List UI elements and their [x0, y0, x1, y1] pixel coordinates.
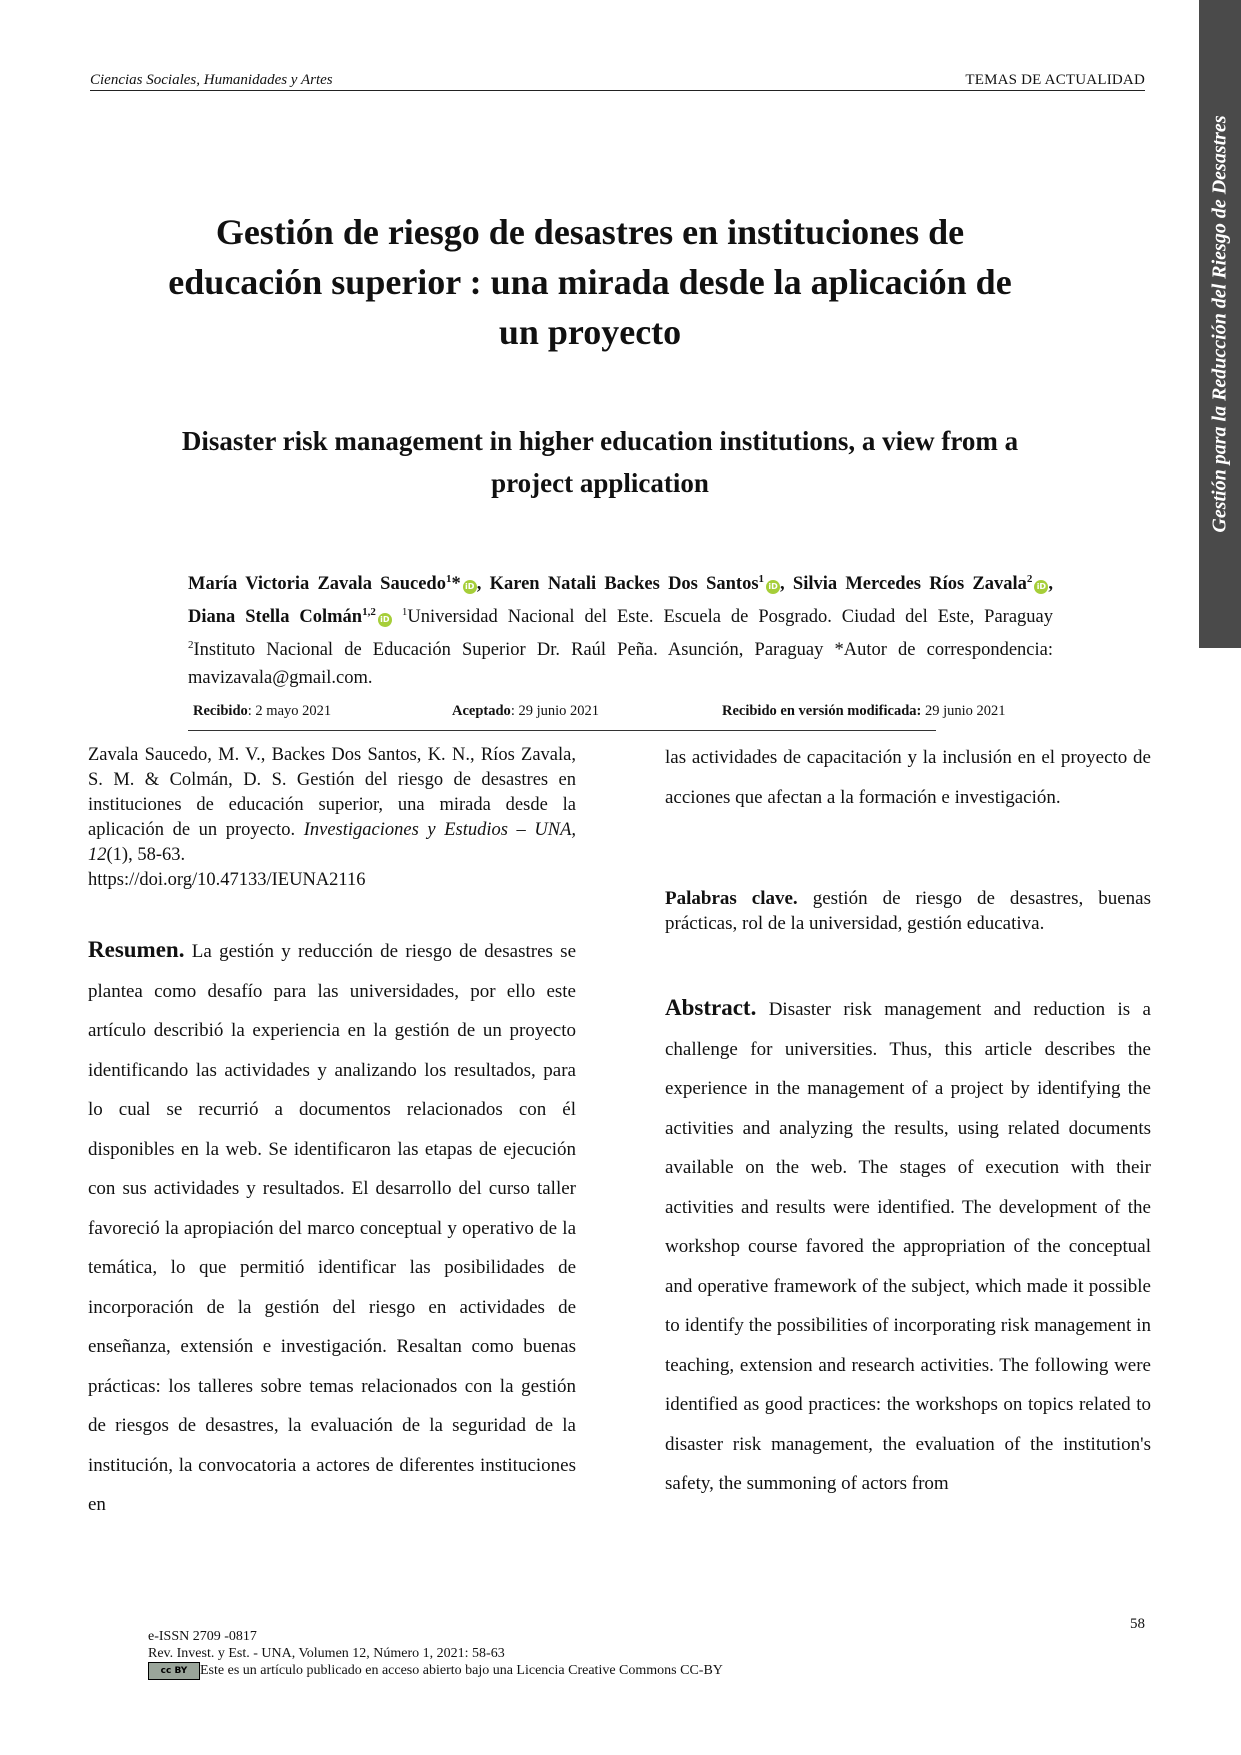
author-name: Karen Natali Backes Dos Santos	[489, 574, 759, 595]
author-name: María Victoria Zavala Saucedo	[188, 574, 446, 595]
orcid-icon[interactable]: iD	[378, 613, 392, 627]
date-modified: Recibido en versión modificada: 29 junio 2021	[722, 703, 1006, 719]
author-block: María Victoria Zavala Saucedo$^1$* iD , Karen Natali Backes Dos Santos$^1$iD , Silvia Mercedes Ríos Zavala$^2$iD , Diana Stella Colmán$^{1,2}$iD $^1$Universidad Nacional del Este. Escuela de Posgrado. Ciudad del Este, Paraguay $^2$Instituto Nacional de Educación Superior Dr. Raúl Peña. Asunción, Paraguay *Autor de correspondencia: mavizavala@gmail.com.	[188, 573, 1054, 689]
date-received: Recibido: 2 mayo 2021	[193, 703, 332, 719]
abstract-heading: Abstract.	[665, 995, 757, 1020]
resumen-body: La gestión y reducción de riesgo de desastres se plantea como desafío para las universidades, por ello este artículo describió la experiencia en la gestión de un proyecto identificando las actividades y analizando los resultados, para lo cual se recurrió a documentos relacionados con él disponibles en la web. Se identificaron las etapas de ejecución con sus actividades y resultados. El desarrollo del curso taller favoreció la apropiación del marco conceptual y operativo de la temática, lo que permitió identificar las posibilidades de incorporación de la gestión del riesgo en actividades de enseñanza, extensión e investigación. Resaltan como buenas prácticas: los talleres sobre temas relacionados con la gestión de riesgos de desastres, la evaluación de la seguridad de la institución, la convocatoria a actores de diferentes instituciones en	[88, 941, 576, 1515]
abstract-body: Disaster risk management and reduction is a challenge for universities. Thus, this article describes the experience in the management of a project by identifying the activities and analyzing the results, using related documents available on the web. The stages of execution with their activities and results were identified. The development of the workshop course favored the appropriation of the conceptual and operative framework of the subject, which made it possible to identify the possibilities of incorporating risk management in teaching, extension and research activities. The following were identified as good practices: the workshops on topics related to disaster risk management, the evaluation of the institution's safety, the summoning of actors from	[665, 999, 1151, 1494]
running-header-section: Ciencias Sociales, Humanidades y Artes	[90, 72, 333, 88]
resumen-continuation: las actividades de capacitación y la inclusión en el proyecto de acciones que afectan a la formación e investigación.	[665, 747, 1151, 808]
abstract-section	[665, 988, 1151, 1504]
affiliation-1: Universidad Nacional del Este. Escuela de Posgrado. Ciudad del Este, Paraguay	[407, 607, 1054, 628]
title-spanish: Gestión de riesgo de desastres en instituciones de educación superior : una mirada desde la aplicación de un proyecto	[168, 212, 1012, 352]
keywords: Palabras clave. gestión de riesgo de desastres, buenas prácticas, rol de la universidad, gestión educativa.	[665, 888, 1151, 934]
orcid-icon[interactable]: iD	[463, 580, 477, 594]
author-name: Silvia Mercedes Ríos Zavala	[792, 574, 1027, 595]
resumen-section	[88, 930, 576, 1525]
license-line	[148, 1662, 723, 1680]
footer	[148, 1628, 723, 1680]
keywords-label: Palabras clave.	[665, 888, 798, 909]
doi-link[interactable]: https://doi.org/10.47133/IEUNA2116	[88, 870, 366, 890]
side-section-tab	[1199, 0, 1241, 648]
running-header-category: TEMAS DE ACTUALIDAD	[965, 72, 1145, 88]
page-number: 58	[1130, 1616, 1145, 1632]
side-section-label: Gestión para la Reducción del Riesgo de Desastres	[1208, 115, 1231, 533]
issn: e-ISSN 2709 -0817	[148, 1629, 257, 1644]
title-english: Disaster risk management in higher education institutions, a view from a project application	[181, 426, 1019, 498]
header-divider	[90, 90, 1145, 91]
orcid-icon[interactable]: iD	[766, 580, 780, 594]
dates-divider	[188, 730, 936, 731]
license-text: Este es un artículo publicado en acceso abierto bajo una Licencia Creative Commons CC-BY	[200, 1663, 723, 1679]
author-name: Diana Stella Colmán	[188, 607, 363, 628]
orcid-icon[interactable]: iD	[1034, 580, 1048, 594]
date-accepted: Aceptado: 29 junio 2021	[452, 703, 600, 719]
volume-info: Rev. Invest. y Est. - UNA, Volumen 12, Número 1, 2021: 58-63	[148, 1646, 505, 1661]
creative-commons-icon[interactable]: cc BY	[148, 1662, 200, 1680]
affiliation-2: Instituto Nacional de Educación Superior Dr. Raúl Peña. Asunción, Paraguay *Autor de correspondencia: mavizavala@gmail.com.	[188, 640, 1053, 689]
resumen-heading: Resumen.	[88, 937, 185, 962]
citation: Zavala Saucedo, M. V., Backes Dos Santos, K. N., Ríos Zavala, S. M. & Colmán, D. S. Gestión del riesgo de desastres en instituciones de educación superior, una mirada desde la aplicación de un proyecto. Investigaciones y Estudios – UNA, 12(1), 58-63. https://doi.org/10.47133/IEUNA2116	[88, 745, 576, 890]
